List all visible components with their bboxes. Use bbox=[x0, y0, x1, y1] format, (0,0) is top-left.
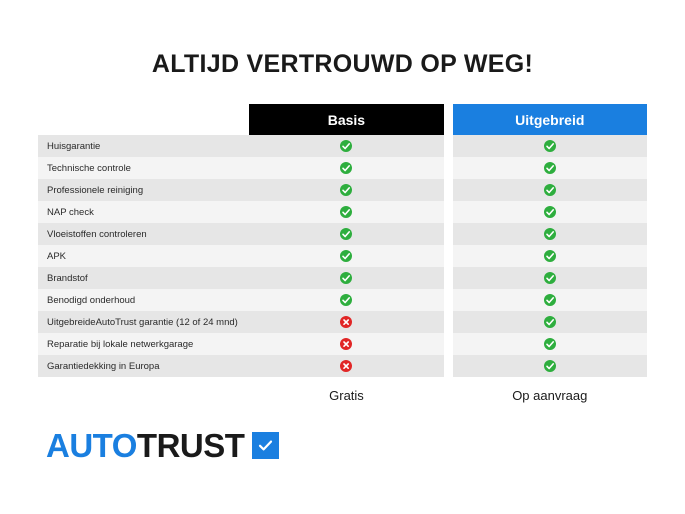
cell-gap bbox=[444, 157, 453, 179]
check-circle-icon bbox=[544, 250, 556, 262]
cell-gap bbox=[444, 333, 453, 355]
check-circle-icon bbox=[544, 162, 556, 174]
check-circle-icon bbox=[544, 184, 556, 196]
cell-uitgebreid bbox=[453, 267, 647, 289]
cross-circle-icon bbox=[340, 316, 352, 328]
check-circle-icon bbox=[340, 206, 352, 218]
cell-gap bbox=[444, 289, 453, 311]
table-row bbox=[38, 135, 647, 157]
header-blank bbox=[38, 104, 249, 135]
cell-basis bbox=[249, 355, 443, 377]
comparison-table bbox=[38, 104, 647, 377]
check-circle-icon bbox=[340, 228, 352, 240]
cell-uitgebreid bbox=[453, 355, 647, 377]
cell-uitgebreid bbox=[453, 245, 647, 267]
cell-gap bbox=[444, 135, 453, 157]
cross-circle-icon bbox=[340, 338, 352, 350]
price-row bbox=[0, 388, 685, 403]
table-header-row bbox=[38, 104, 647, 135]
feature-label: Benodigd onderhoud bbox=[38, 289, 249, 311]
table-header bbox=[38, 104, 647, 135]
check-circle-icon bbox=[340, 140, 352, 152]
feature-label: APK bbox=[38, 245, 249, 267]
cell-basis bbox=[249, 201, 443, 223]
check-circle-icon bbox=[340, 162, 352, 174]
cell-basis bbox=[249, 179, 443, 201]
check-circle-icon bbox=[544, 140, 556, 152]
cell-basis bbox=[249, 245, 443, 267]
cross-circle-icon bbox=[340, 360, 352, 372]
cell-gap bbox=[444, 267, 453, 289]
price-row-spacer bbox=[38, 388, 249, 403]
feature-label: Technische controle bbox=[38, 157, 249, 179]
cell-gap bbox=[444, 355, 453, 377]
cell-gap bbox=[444, 179, 453, 201]
table-row bbox=[38, 157, 647, 179]
cell-basis bbox=[249, 311, 443, 333]
logo-wordmark bbox=[46, 429, 244, 462]
cell-basis bbox=[249, 135, 443, 157]
header-plan-basis: Basis bbox=[249, 104, 443, 135]
cell-uitgebreid bbox=[453, 333, 647, 355]
table-row bbox=[38, 201, 647, 223]
feature-label: Garantiedekking in Europa bbox=[38, 355, 249, 377]
check-circle-icon bbox=[340, 272, 352, 284]
cell-basis bbox=[249, 223, 443, 245]
cell-uitgebreid bbox=[453, 201, 647, 223]
check-circle-icon bbox=[340, 184, 352, 196]
feature-label: Brandstof bbox=[38, 267, 249, 289]
cell-uitgebreid bbox=[453, 135, 647, 157]
check-circle-icon bbox=[544, 228, 556, 240]
autotrust-logo bbox=[46, 429, 279, 462]
comparison-table-wrapper bbox=[0, 104, 685, 377]
check-circle-icon bbox=[544, 338, 556, 350]
header-gap bbox=[444, 104, 453, 135]
table-row bbox=[38, 355, 647, 377]
cell-uitgebreid bbox=[453, 223, 647, 245]
price-row-gap bbox=[444, 388, 453, 403]
price-basis: Gratis bbox=[329, 388, 364, 403]
check-circle-icon bbox=[544, 272, 556, 284]
cell-gap bbox=[444, 223, 453, 245]
cell-gap bbox=[444, 311, 453, 333]
table-row bbox=[38, 245, 647, 267]
check-circle-icon bbox=[544, 206, 556, 218]
table-row bbox=[38, 311, 647, 333]
cell-uitgebreid bbox=[453, 311, 647, 333]
table-row bbox=[38, 333, 647, 355]
checkmark-icon bbox=[252, 432, 279, 459]
table-row bbox=[38, 179, 647, 201]
table-row bbox=[38, 267, 647, 289]
logo-text-trust: TRUST bbox=[136, 427, 245, 464]
feature-label: UitgebreideAutoTrust garantie (12 of 24 mnd) bbox=[38, 311, 249, 333]
feature-label: Huisgarantie bbox=[38, 135, 249, 157]
cell-basis bbox=[249, 289, 443, 311]
page-title: ALTIJD VERTROUWD OP WEG! bbox=[151, 50, 534, 78]
cell-basis bbox=[249, 157, 443, 179]
check-circle-icon bbox=[340, 294, 352, 306]
check-circle-icon bbox=[544, 294, 556, 306]
check-circle-icon bbox=[544, 360, 556, 372]
cell-uitgebreid bbox=[453, 289, 647, 311]
cell-uitgebreid bbox=[453, 157, 647, 179]
cell-gap bbox=[444, 201, 453, 223]
feature-label: Vloeistoffen controleren bbox=[38, 223, 249, 245]
table-row bbox=[38, 223, 647, 245]
cell-uitgebreid bbox=[453, 179, 647, 201]
check-circle-icon bbox=[544, 316, 556, 328]
table-row bbox=[38, 289, 647, 311]
feature-label: Professionele reiniging bbox=[38, 179, 249, 201]
feature-label: Reparatie bij lokale netwerkgarage bbox=[38, 333, 249, 355]
cell-basis bbox=[249, 333, 443, 355]
cell-basis bbox=[249, 267, 443, 289]
feature-label: NAP check bbox=[38, 201, 249, 223]
logo-text-auto: AUTO bbox=[46, 427, 137, 464]
cell-gap bbox=[444, 245, 453, 267]
header-plan-uitgebreid: Uitgebreid bbox=[453, 104, 647, 135]
price-uitgebreid: Op aanvraag bbox=[512, 388, 588, 403]
table-body bbox=[38, 135, 647, 377]
check-circle-icon bbox=[340, 250, 352, 262]
